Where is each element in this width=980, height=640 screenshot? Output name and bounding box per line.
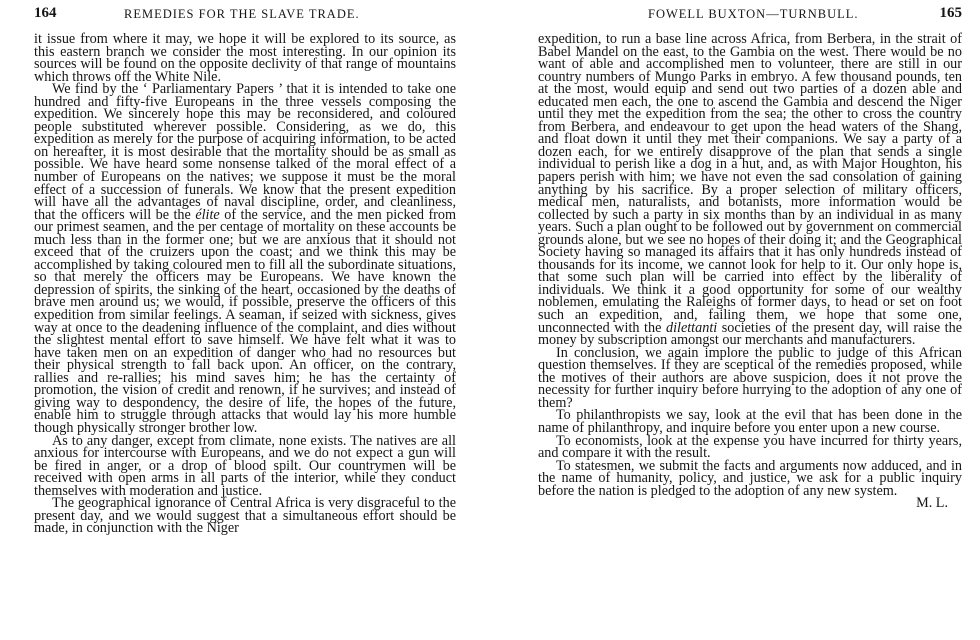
paragraph-text: We find by the ‘ Parliamentary Papers ’ that it is intended to take one hundred and fifty-five Europeans in the three vessels composing the expedition. We sincerely hope this may be reconsidered, and coloured people substituted wherever possible. Considering, as we do, this expedition as merely for the purpose of acquiring information, to be acted on hereafter, it is most desirable that the mortality should be as small as possible. We have heard some nonsense talked of the moral effect of a number of Europeans on the natives; we suppose it must be the moral effect of a succession of funerals. We know that the present expedition will have all the advantages of naval discipline, order, and cleanliness, that the officers will be the bbox=[34, 81, 456, 223]
running-title: REMEDIES FOR THE SLAVE TRADE. bbox=[124, 7, 360, 21]
paragraph bbox=[34, 83, 456, 434]
signature: M. L. bbox=[916, 495, 948, 512]
paragraph: In conclusion, we again implore the public to judge of this African question themselves. If they are sceptical of the remedies proposed, while the motives of their authors are above suspicion, does it not prove the necessity for further inquiry before hurrying to the adoption of any one of them? bbox=[538, 344, 962, 411]
paragraph: To philanthropists we say, look at the evil that has been done in the name of philanthropy, and inquire before you enter upon a new course. bbox=[538, 407, 962, 436]
italic-word: dilettanti bbox=[665, 319, 718, 336]
page-number: 165 bbox=[939, 5, 962, 21]
running-head bbox=[34, 7, 456, 27]
paragraph: The geographical ignorance of Central Africa is very disgraceful to the present day, and we would suggest that a simultaneous effort should be made, in conjunction with the Niger bbox=[34, 495, 456, 537]
body-text bbox=[538, 33, 962, 497]
paragraph: To statesmen, we submit the facts and arguments now adduced, and in the name of humanity, policy, and justice, we ask for a public inquiry before the nation is pledged to the adoption of any new system. bbox=[538, 457, 962, 499]
italic-word: élite bbox=[195, 206, 220, 223]
paragraph-text: expedition, to run a base line across Africa, from Berbera, in the strait of Babel Mandel on the east, to the Gambia on the west. There would be no want of able and accomplished men to volunteer, there are still in our country numbers of Mungo Parks in embryo. A few thousand pounds, ten at the most, would equip and send out two parties of a dozen able and educated men each, the one to ascend the Gambia and descend the Niger until they met the expedition from the sea; the other to cross the country from Berbera, and endeavour to get upon the head waters of the Shang, and float down it until they met their companions. We say a party of a dozen each, for we entirely disapprove of the plan that sends a single individual to perish like a dog in a hut, and, as with Major Houghton, his papers perish with him; we have not even the sad consolation of gaining anything by his sacrifice. By a proper selection of military officers, medical men, naturalists, and botanists, more information would be collected by such a party in six months than by an individual in as many years. Such a plan ought to be followed out by government on commercial grounds alone, but we see no hopes of their doing it; and the Geographical Society having so managed its affairs that it has only hundreds instead of thousands for its income, we cannot look for help to it. Our only hope is, that some such plan will be carried into effect by the liberality of individuals. We think it a good opportunity for some of our wealthy noblemen, emulating the Raleighs of former days, to head or set on foot such an expedition, and, failing them, we hope that some one, unconnected with the bbox=[538, 31, 962, 336]
paragraph: To economists, look at the expense you have incurred for thirty years, and compare it with the result. bbox=[538, 432, 962, 462]
running-head bbox=[538, 7, 962, 27]
body-text bbox=[34, 33, 456, 535]
running-title: FOWELL BUXTON—TURNBULL. bbox=[648, 7, 859, 21]
paragraph: As to any danger, except from climate, none exists. The natives are all anxious for intercourse with Europeans, and we do not expect a gun will be fired in anger, or a drop of blood spilt. Our countrymen will be received with open arms in all parts of the interior, while they conduct themselves with moderation and justice. bbox=[34, 432, 456, 499]
right-page bbox=[490, 0, 980, 640]
paragraph-text: of the service, and the men picked from our primest seamen, and the per centage of mortality on these accounts be much less than in the former one; but we are anxious that it should not exceed that of the cruizers upon the coast; and we think this may be accomplished by taking coloured men to fill all the subordinate situations, so that merely the officers may be Europeans. We have known the depression of spirits, the sinking of the heart, occasioned by the deaths of brave men around us; we would, if possible, preserve the officers of this expedition from similar feelings. A seaman, if seized with sickness, gives way at once to the deadening influence of the complaint, and dies without the slightest mental effort to save himself. We have felt what it was to have taken men on an expedition of danger who had no resources but their physical strength to fall back upon. An officer, on the contrary, rallies and re-rallies; his mind saves him; he has the certainty of promotion, the vision of credit and renown, if he survives; and instead of giving way to despondency, the desire of life, the hopes of the future, enable him to struggle through attacks that would lay his more humble though physically stronger brother low. bbox=[34, 206, 457, 436]
page-number: 164 bbox=[34, 5, 57, 21]
paragraph: it issue from where it may, we hope it will be explored to its source, as this eastern branch we consider the most interesting. In our opinion its sources will be found on the opposite declivity of that range of mountains which throws off the White Nile. bbox=[34, 31, 456, 85]
paragraph-text: societies of the present day, will raise the money by subscription amongst our merchants and manufacturers. bbox=[538, 319, 963, 349]
paragraph bbox=[538, 33, 962, 347]
